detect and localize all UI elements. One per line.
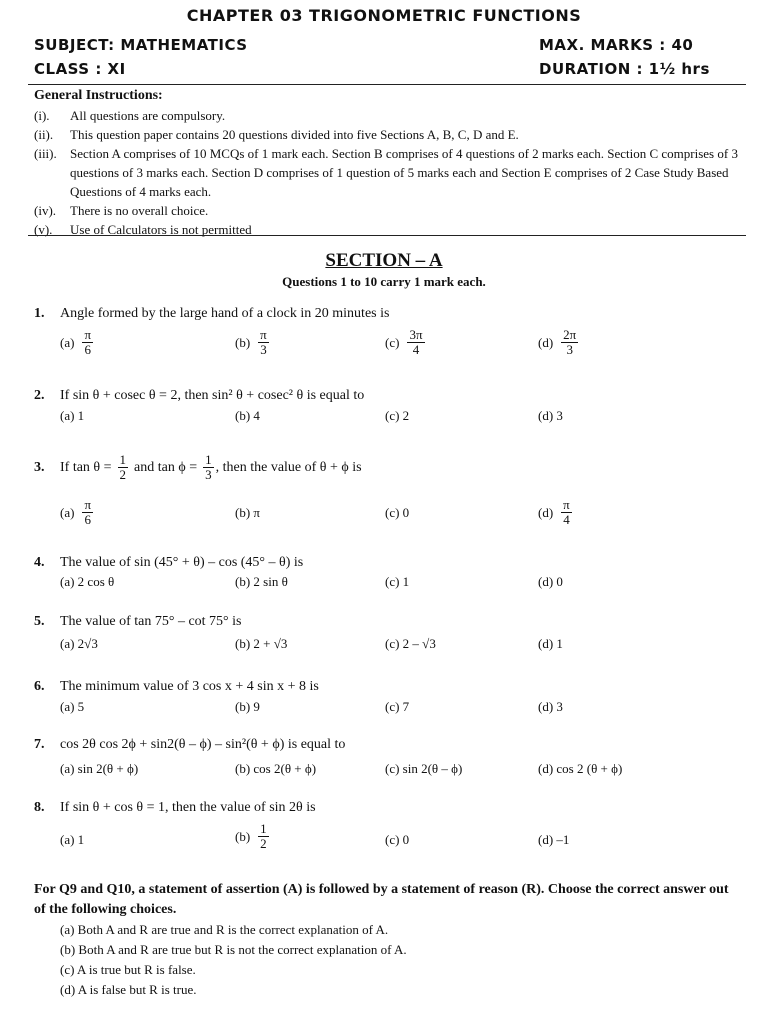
instructions-title: General Instructions: bbox=[34, 88, 163, 103]
question-5: 5. The value of tan 75° – cot 75° is bbox=[34, 614, 242, 629]
q7-option-a: (a) sin 2(θ + ϕ) bbox=[60, 761, 139, 776]
q1-option-c: (c) $\frac{3\pi}{4}$ bbox=[385, 327, 423, 357]
q4-option-b: (b) 2 sin θ bbox=[235, 574, 288, 589]
divider-instructions bbox=[28, 235, 746, 236]
q5-option-c: (c) 2 – √3 bbox=[385, 636, 436, 651]
q7-option-b: (b) cos 2(θ + ϕ) bbox=[235, 761, 317, 776]
instruction-item: (iv). There is no overall choice. bbox=[34, 203, 209, 218]
q1-option-b: (b) $\frac{\pi}{3}$ bbox=[235, 327, 267, 357]
q8-option-a: (a) 1 bbox=[60, 832, 85, 847]
q6-option-c: (c) 7 bbox=[385, 699, 410, 714]
class-label: CLASS : XI bbox=[34, 60, 126, 78]
q7-option-d: (d) cos 2 (θ + ϕ) bbox=[538, 761, 623, 776]
question-2: 2. If sin θ + cosec θ = 2, then sin² θ + cosec² θ is equal to bbox=[34, 388, 365, 403]
q1-option-d: (d) $\frac{2\pi}{3}$ bbox=[538, 327, 577, 357]
section-title: SECTION – A bbox=[325, 250, 443, 271]
question-4: 4. The value of sin (45° + θ) – cos (45° – θ) is bbox=[34, 555, 304, 570]
q4-option-a: (a) 2 cos θ bbox=[60, 574, 115, 589]
q2-option-b: (b) 4 bbox=[235, 408, 260, 423]
question-7: 7. cos 2θ cos 2ϕ + sin2(θ – ϕ) – sin²(θ + ϕ) is equal to bbox=[34, 737, 346, 752]
duration-label: DURATION : 1½ hrs bbox=[539, 60, 710, 78]
q8-option-b: (b) $\frac{1}{2}$ bbox=[235, 821, 267, 851]
q5-option-b: (b) 2 + √3 bbox=[235, 636, 288, 651]
header-row-2 bbox=[34, 60, 734, 78]
assertion-reason-options bbox=[60, 920, 407, 1000]
q8-option-d: (d) –1 bbox=[538, 832, 570, 847]
q1-option-a: (a) $\frac{\pi}{6}$ bbox=[60, 327, 92, 357]
q2-option-d: (d) 3 bbox=[538, 408, 563, 423]
q2-option-a: (a) 1 bbox=[60, 408, 85, 423]
q7-option-c: (c) sin 2(θ – ϕ) bbox=[385, 761, 463, 776]
ar-option-c: (c) A is true but R is false. bbox=[60, 962, 196, 977]
divider-top bbox=[28, 84, 746, 85]
q6-option-a: (a) 5 bbox=[60, 699, 85, 714]
instructions-list bbox=[34, 106, 746, 239]
q3-option-b: (b) π bbox=[235, 505, 260, 520]
question-8: 8. If sin θ + cos θ = 1, then the value of sin 2θ is bbox=[34, 800, 316, 815]
header-row-1 bbox=[34, 36, 734, 54]
q5-option-a: (a) 2√3 bbox=[60, 636, 98, 651]
q5-option-d: (d) 1 bbox=[538, 636, 563, 651]
ar-option-d: (d) A is false but R is true. bbox=[60, 982, 197, 997]
question-6: 6. The minimum value of 3 cos x + 4 sin x + 8 is bbox=[34, 679, 319, 694]
instruction-item: (i). All questions are compulsory. bbox=[34, 108, 226, 123]
max-marks-label: MAX. MARKS : 40 bbox=[539, 36, 694, 54]
q6-option-b: (b) 9 bbox=[235, 699, 260, 714]
q3-option-c: (c) 0 bbox=[385, 505, 410, 520]
ar-option-b: (b) Both A and R are true but R is not the correct explanation of A. bbox=[60, 942, 407, 957]
q3-option-d: (d) $\frac{\pi}{4}$ bbox=[538, 497, 570, 527]
assertion-reason-instructions: For Q9 and Q10, a statement of assertion (A) is followed by a statement of reason (R). Choose the correct answer out of the following choices. bbox=[34, 882, 729, 917]
instruction-item: (iii). Section A comprises of 10 MCQs of 1 mark each. Section B comprises of 4 questions of 2 marks each. Section C comprises of 3 questions of 3 marks each. Section D comprises of 1 question of 5 marks each and Section E comprises of 2 Case Study Based Questions of 4 marks each. bbox=[34, 146, 738, 199]
q4-option-d: (d) 0 bbox=[538, 574, 563, 589]
ar-option-a: (a) Both A and R are true and R is the correct explanation of A. bbox=[60, 922, 389, 937]
q3-option-a: (a) $\frac{\pi}{6}$ bbox=[60, 497, 92, 527]
q4-option-c: (c) 1 bbox=[385, 574, 410, 589]
section-subtitle: Questions 1 to 10 carry 1 mark each. bbox=[282, 274, 486, 289]
q6-option-d: (d) 3 bbox=[538, 699, 563, 714]
question-3: 3. If tan θ = $\frac{1}{2}$ and tan ϕ = $\frac{1}{3}$ , then the value of θ + ϕ is bbox=[34, 452, 362, 482]
q8-option-c: (c) 0 bbox=[385, 832, 410, 847]
instruction-item: (ii). This question paper contains 20 questions divided into five Sections A, B, C, D and E. bbox=[34, 127, 519, 142]
subject-label: SUBJECT: MATHEMATICS bbox=[34, 36, 248, 54]
q2-option-c: (c) 2 bbox=[385, 408, 410, 423]
question-1: 1. Angle formed by the large hand of a clock in 20 minutes is bbox=[34, 306, 390, 321]
instruction-item: (v). Use of Calculators is not permitted bbox=[34, 222, 252, 237]
chapter-title: CHAPTER 03 TRIGONOMETRIC FUNCTIONS bbox=[186, 6, 582, 25]
